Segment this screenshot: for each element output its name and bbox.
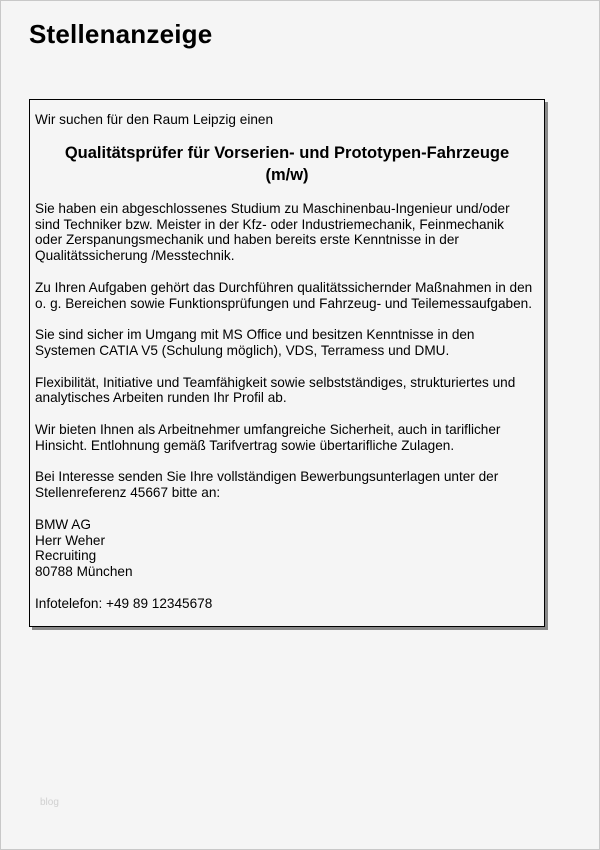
ad-paragraph xyxy=(35,469,539,501)
paragraph-line: Systemen CATIA V5 (Schulung möglich), VDS, Terramess und DMU. xyxy=(35,342,450,358)
paragraph-line: oder Zerspanungsmechanik und haben bereits erste Kenntnisse in der xyxy=(35,232,459,248)
page-title: Stellenanzeige xyxy=(29,19,213,49)
paragraph-line: sind Techniker bzw. Meister in der Kfz- oder Industriemechanik, Feinmechanik xyxy=(35,216,504,232)
paragraph-line: Recruiting xyxy=(35,548,97,564)
paragraph-line: Sie sind sicher im Umgang mit MS Office und besitzen Kenntnisse in den xyxy=(35,327,475,343)
ad-paragraph xyxy=(35,327,539,359)
paragraph-line: 80788 München xyxy=(35,564,133,580)
paragraph-line: Hinsicht. Entlohnung gemäß Tarifvertrag sowie übertarifliche Zulagen. xyxy=(35,437,455,453)
paragraph-line: Sie haben ein abgeschlossenes Studium zu Maschinenbau-Ingenieur und/oder xyxy=(35,200,510,216)
job-ad-box xyxy=(29,99,545,627)
ad-paragraph xyxy=(35,375,539,407)
paragraph-line: Bei Interesse senden Sie Ihre vollständigen Bewerbungsunterlagen unter der xyxy=(35,469,499,485)
paragraph-line: Herr Weher xyxy=(35,532,105,548)
paragraph-line: o. g. Bereichen sowie Funktionsprüfungen und Fahrzeug- und Teilemessaufgaben. xyxy=(35,295,532,311)
headline-line: (m/w) xyxy=(265,165,309,184)
ad-intro: Wir suchen für den Raum Leipzig einen xyxy=(35,112,274,127)
paragraph-line: Stellenreferenz 45667 bitte an: xyxy=(35,485,221,501)
paragraph-line: Flexibilität, Initiative und Teamfähigkeit sowie selbstständiges, strukturiertes und xyxy=(35,374,516,390)
paragraph-line: Infotelefon: +49 89 12345678 xyxy=(35,595,213,611)
paragraph-line: Qualitätssicherung /Messtechnik. xyxy=(35,248,235,264)
ad-body xyxy=(35,201,539,612)
paragraph-line: Wir bieten Ihnen als Arbeitnehmer umfangreiche Sicherheit, auch in tariflicher xyxy=(35,421,501,437)
ad-headline xyxy=(35,142,539,186)
ad-paragraph xyxy=(35,280,539,312)
paragraph-line: BMW AG xyxy=(35,516,91,532)
headline-line: Qualitätsprüfer für Vorserien- und Prototypen-Fahrzeuge xyxy=(64,143,510,162)
paragraph-line: analytisches Arbeiten runden Ihr Profil ab. xyxy=(35,390,287,406)
watermark: blog xyxy=(40,797,59,808)
ad-paragraph xyxy=(35,201,539,264)
paragraph-line: Zu Ihren Aufgaben gehört das Durchführen qualitätssichernder Maßnahmen in den xyxy=(35,279,533,295)
ad-paragraph xyxy=(35,596,539,612)
ad-paragraph xyxy=(35,517,539,580)
ad-paragraph xyxy=(35,422,539,454)
